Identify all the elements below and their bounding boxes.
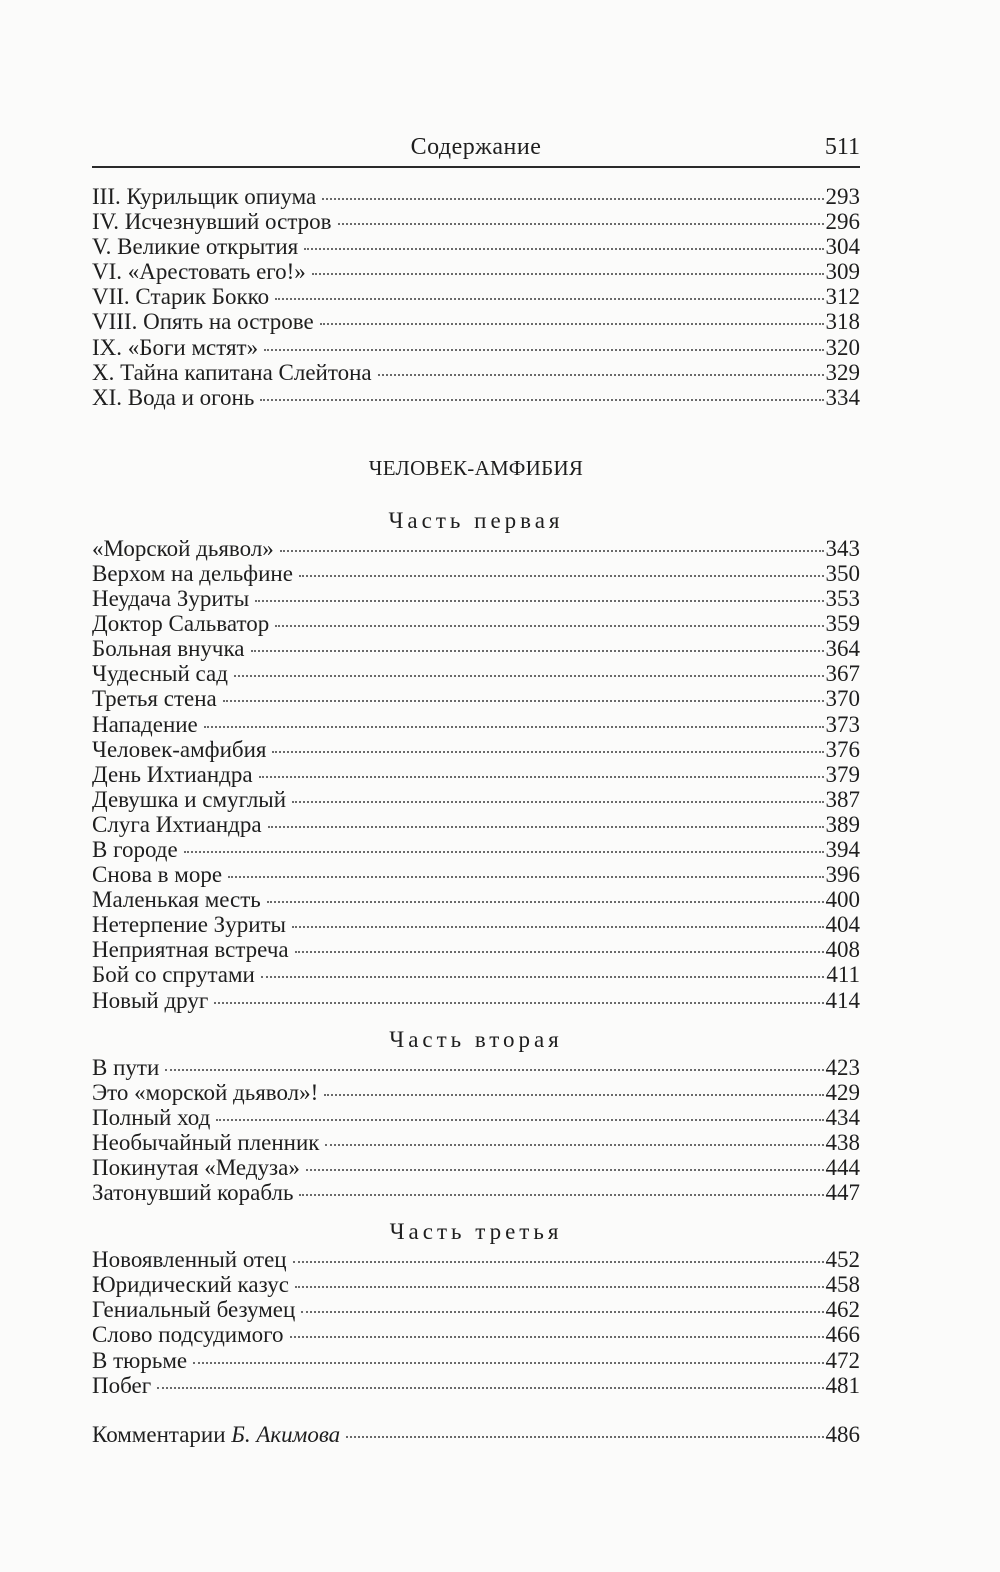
top-entries-list	[92, 184, 860, 410]
toc-entry-page: 429	[825, 1079, 860, 1105]
dot-leader	[268, 826, 824, 828]
toc-entry[interactable]	[92, 937, 860, 962]
toc-entry-label: XI. Вода и огонь	[92, 384, 255, 410]
toc-entry[interactable]	[92, 335, 860, 360]
toc-entry-page: 438	[825, 1129, 860, 1155]
dot-leader	[290, 1336, 824, 1338]
running-header	[92, 132, 860, 168]
toc-entry-label: Это «морской дьявол»!	[92, 1079, 319, 1105]
toc-entry[interactable]	[92, 837, 860, 862]
toc-entry-label: X. Тайна капитана Слейтона	[92, 359, 372, 385]
toc-entry[interactable]	[92, 862, 860, 887]
toc-entry-page: 447	[825, 1180, 860, 1206]
toc-entry[interactable]	[92, 1180, 860, 1205]
toc-entry-label: VI. «Арестовать его!»	[92, 259, 306, 285]
toc-entry-label: Слуга Ихтиандра	[92, 811, 262, 837]
toc-entry[interactable]	[92, 536, 860, 561]
toc-entry-page: 364	[825, 636, 860, 662]
toc-entry-label: Человек-амфибия	[92, 736, 267, 762]
dot-leader	[259, 776, 824, 778]
toc-entry-label: В пути	[92, 1054, 160, 1080]
toc-entry[interactable]	[92, 686, 860, 711]
toc-entry[interactable]	[92, 1373, 860, 1398]
dot-leader	[378, 374, 824, 376]
toc-entry-page: 400	[825, 887, 860, 913]
toc-entry-label: Необычайный пленник	[92, 1129, 320, 1155]
toc-entry-page: 318	[825, 309, 860, 335]
toc-entry-label: IX. «Боги мстят»	[92, 334, 259, 360]
page-title: Содержание	[410, 134, 542, 160]
dot-leader	[322, 198, 823, 200]
dot-leader	[346, 1436, 823, 1438]
toc-entry-label: Снова в море	[92, 862, 223, 888]
toc-entry-page: 320	[825, 334, 860, 360]
toc-entry-label: Девушка и смуглый	[92, 786, 287, 812]
work-title: ЧЕЛОВЕК-АМФИБИЯ	[368, 455, 584, 480]
part-title: Часть третья	[389, 1219, 563, 1245]
dot-leader	[299, 575, 824, 577]
toc-entry[interactable]	[92, 962, 860, 987]
toc-entry[interactable]	[92, 561, 860, 586]
dot-leader	[228, 876, 823, 878]
dot-leader	[234, 675, 824, 677]
comments-label	[92, 1422, 340, 1447]
toc-entry[interactable]	[92, 259, 860, 284]
toc-entry-label: Третья стена	[92, 686, 217, 712]
toc-entry-page: 444	[825, 1155, 860, 1180]
toc-entry-page: 404	[825, 912, 860, 938]
toc-entry-page: 387	[825, 786, 860, 812]
toc-entry[interactable]	[92, 1297, 860, 1322]
dot-leader	[251, 650, 824, 652]
toc-entry-label: Чудесный сад	[92, 661, 228, 687]
dot-leader	[267, 901, 824, 903]
dot-leader	[325, 1144, 823, 1146]
toc-entry-page: 452	[825, 1247, 860, 1273]
part-title: Часть вторая	[389, 1026, 563, 1052]
dot-leader	[261, 976, 825, 978]
dot-leader	[214, 1002, 823, 1004]
dot-leader	[301, 1311, 823, 1313]
page-number: 511	[824, 134, 860, 160]
dot-leader	[184, 851, 824, 853]
toc-entry-page: 373	[825, 711, 860, 737]
dot-leader	[216, 1119, 823, 1121]
toc-entry-page: 379	[825, 761, 860, 787]
toc-entry-page: 309	[825, 259, 860, 285]
toc-entry-page: 434	[825, 1104, 860, 1130]
toc-entry[interactable]	[92, 787, 860, 812]
dot-leader	[320, 323, 824, 325]
dot-leader	[193, 1362, 823, 1364]
dot-leader	[260, 399, 823, 401]
toc-entry-label: Затонувший корабль	[92, 1180, 294, 1206]
toc-entry-page: 304	[825, 234, 860, 260]
toc-entry[interactable]	[92, 1080, 860, 1105]
toc-entry[interactable]	[92, 234, 860, 259]
toc-entry-page: 396	[825, 862, 860, 888]
toc-entry-label: День Ихтиандра	[92, 761, 253, 787]
toc-entry-page: 394	[825, 836, 860, 862]
toc-entry[interactable]	[92, 1130, 860, 1155]
toc-entry-page: 296	[825, 209, 860, 235]
toc-entry-label: В городе	[92, 836, 178, 862]
toc-entry-page: 411	[826, 962, 860, 988]
toc-entry-page: 350	[825, 560, 860, 586]
toc-entry[interactable]	[92, 611, 860, 636]
toc-entry-page: 370	[825, 686, 860, 712]
toc-entry-label: Побег	[92, 1372, 152, 1398]
toc-entry[interactable]	[92, 988, 860, 1013]
toc-entry-page: 376	[825, 736, 860, 762]
toc-entry-label: Доктор Сальватор	[92, 611, 270, 637]
toc-entry[interactable]	[92, 184, 860, 209]
toc-entry[interactable]	[92, 385, 860, 410]
toc-entry-page: 312	[825, 284, 860, 310]
toc-entry[interactable]	[92, 912, 860, 937]
toc-entry-page: 359	[825, 611, 860, 637]
comments-entry[interactable]	[92, 1422, 860, 1447]
toc-entry[interactable]	[92, 1155, 860, 1180]
toc-entry-page: 458	[825, 1272, 860, 1298]
toc-entry-label: Полный ход	[92, 1104, 211, 1130]
toc-entry-label: Неудача Зуриты	[92, 586, 250, 612]
dot-leader	[324, 1094, 823, 1096]
dot-leader	[295, 1286, 824, 1288]
part-one-list	[92, 536, 860, 1013]
dot-leader	[165, 1069, 823, 1071]
toc-entry[interactable]	[92, 661, 860, 686]
toc-entry-label: Неприятная встреча	[92, 937, 289, 963]
toc-entry[interactable]	[92, 887, 860, 912]
toc-entry-label: Нетерпение Зуриты	[92, 912, 287, 938]
toc-entry[interactable]	[92, 1247, 860, 1272]
toc-entry-page: 329	[825, 359, 860, 385]
dot-leader	[157, 1387, 823, 1389]
toc-entry[interactable]	[92, 1348, 860, 1373]
toc-entry[interactable]	[92, 209, 860, 234]
toc-entry-label: III. Курильщик опиума	[92, 184, 317, 209]
toc-entry-page: 389	[825, 811, 860, 837]
toc-entry-label: «Морской дьявол»	[92, 535, 274, 561]
dot-leader	[299, 1194, 823, 1196]
dot-leader	[223, 700, 824, 702]
toc-entry-page: 462	[825, 1297, 860, 1323]
toc-entry-label: Покинутая «Медуза»	[92, 1155, 300, 1180]
toc-entry-page: 414	[825, 987, 860, 1013]
toc-entry-page: 466	[825, 1322, 860, 1348]
part-three-list	[92, 1247, 860, 1398]
toc-entry-label: IV. Исчезнувший остров	[92, 209, 332, 235]
toc-entry[interactable]	[92, 636, 860, 661]
dot-leader	[272, 751, 823, 753]
dot-leader	[293, 1261, 824, 1263]
dot-leader	[312, 273, 824, 275]
toc-entry-page: 343	[825, 535, 860, 561]
dot-leader	[264, 349, 823, 351]
toc-entry[interactable]	[92, 586, 860, 611]
toc-entry[interactable]	[92, 309, 860, 334]
toc-entry-label: Новоявленный отец	[92, 1247, 287, 1273]
toc-entry-page: 472	[825, 1347, 860, 1373]
part-two-list	[92, 1055, 860, 1206]
toc-entry[interactable]	[92, 284, 860, 309]
toc-entry-label: Юридический казус	[92, 1272, 289, 1298]
toc-entry-label: VIII. Опять на острове	[92, 309, 314, 335]
dot-leader	[275, 298, 823, 300]
toc-entry-label: V. Великие открытия	[92, 234, 299, 260]
toc-entry-page: 423	[825, 1054, 860, 1080]
dot-leader	[255, 600, 823, 602]
toc-entry-label: Слово подсудимого	[92, 1322, 284, 1348]
toc-entry[interactable]	[92, 1272, 860, 1297]
toc-entry-page: 353	[825, 586, 860, 612]
toc-entry-page: 481	[825, 1372, 860, 1398]
toc-entry[interactable]	[92, 1055, 860, 1080]
toc-entry[interactable]	[92, 812, 860, 837]
dot-leader	[306, 1169, 824, 1171]
toc-entry-label: Маленькая месть	[92, 887, 261, 913]
part-title: Часть первая	[388, 507, 564, 533]
dot-leader	[304, 248, 823, 250]
dot-leader	[280, 550, 824, 552]
dot-leader	[204, 726, 824, 728]
toc-entry-label: Больная внучка	[92, 636, 245, 662]
dot-leader	[338, 223, 824, 225]
toc-entry-label: Гениальный безумец	[92, 1297, 296, 1323]
toc-entry-page: 367	[825, 661, 860, 687]
toc-entry[interactable]	[92, 712, 860, 737]
toc-entry-page: 408	[825, 937, 860, 963]
comments-label-text: Комментарии	[92, 1421, 226, 1447]
toc-entry-page: 334	[825, 384, 860, 410]
toc-entry-label: Бой со спрутами	[92, 962, 255, 988]
toc-entry[interactable]	[92, 1105, 860, 1130]
toc-entry-label: Верхом на дельфине	[92, 560, 293, 586]
comments-page: 486	[825, 1421, 860, 1447]
dot-leader	[295, 951, 824, 953]
toc-entry[interactable]	[92, 762, 860, 787]
table-of-contents	[92, 132, 860, 1447]
toc-entry-label: Новый друг	[92, 987, 209, 1013]
toc-entry[interactable]	[92, 360, 860, 385]
toc-entry-label: В тюрьме	[92, 1347, 188, 1373]
toc-entry-label: VII. Старик Бокко	[92, 284, 270, 310]
dot-leader	[292, 926, 823, 928]
toc-entry-page: 293	[825, 184, 860, 209]
toc-entry[interactable]	[92, 737, 860, 762]
toc-entry[interactable]	[92, 1322, 860, 1347]
dot-leader	[292, 801, 823, 803]
comments-author: Б. Акимова	[231, 1421, 341, 1447]
dot-leader	[275, 625, 823, 627]
toc-entry-label: Нападение	[92, 711, 198, 737]
